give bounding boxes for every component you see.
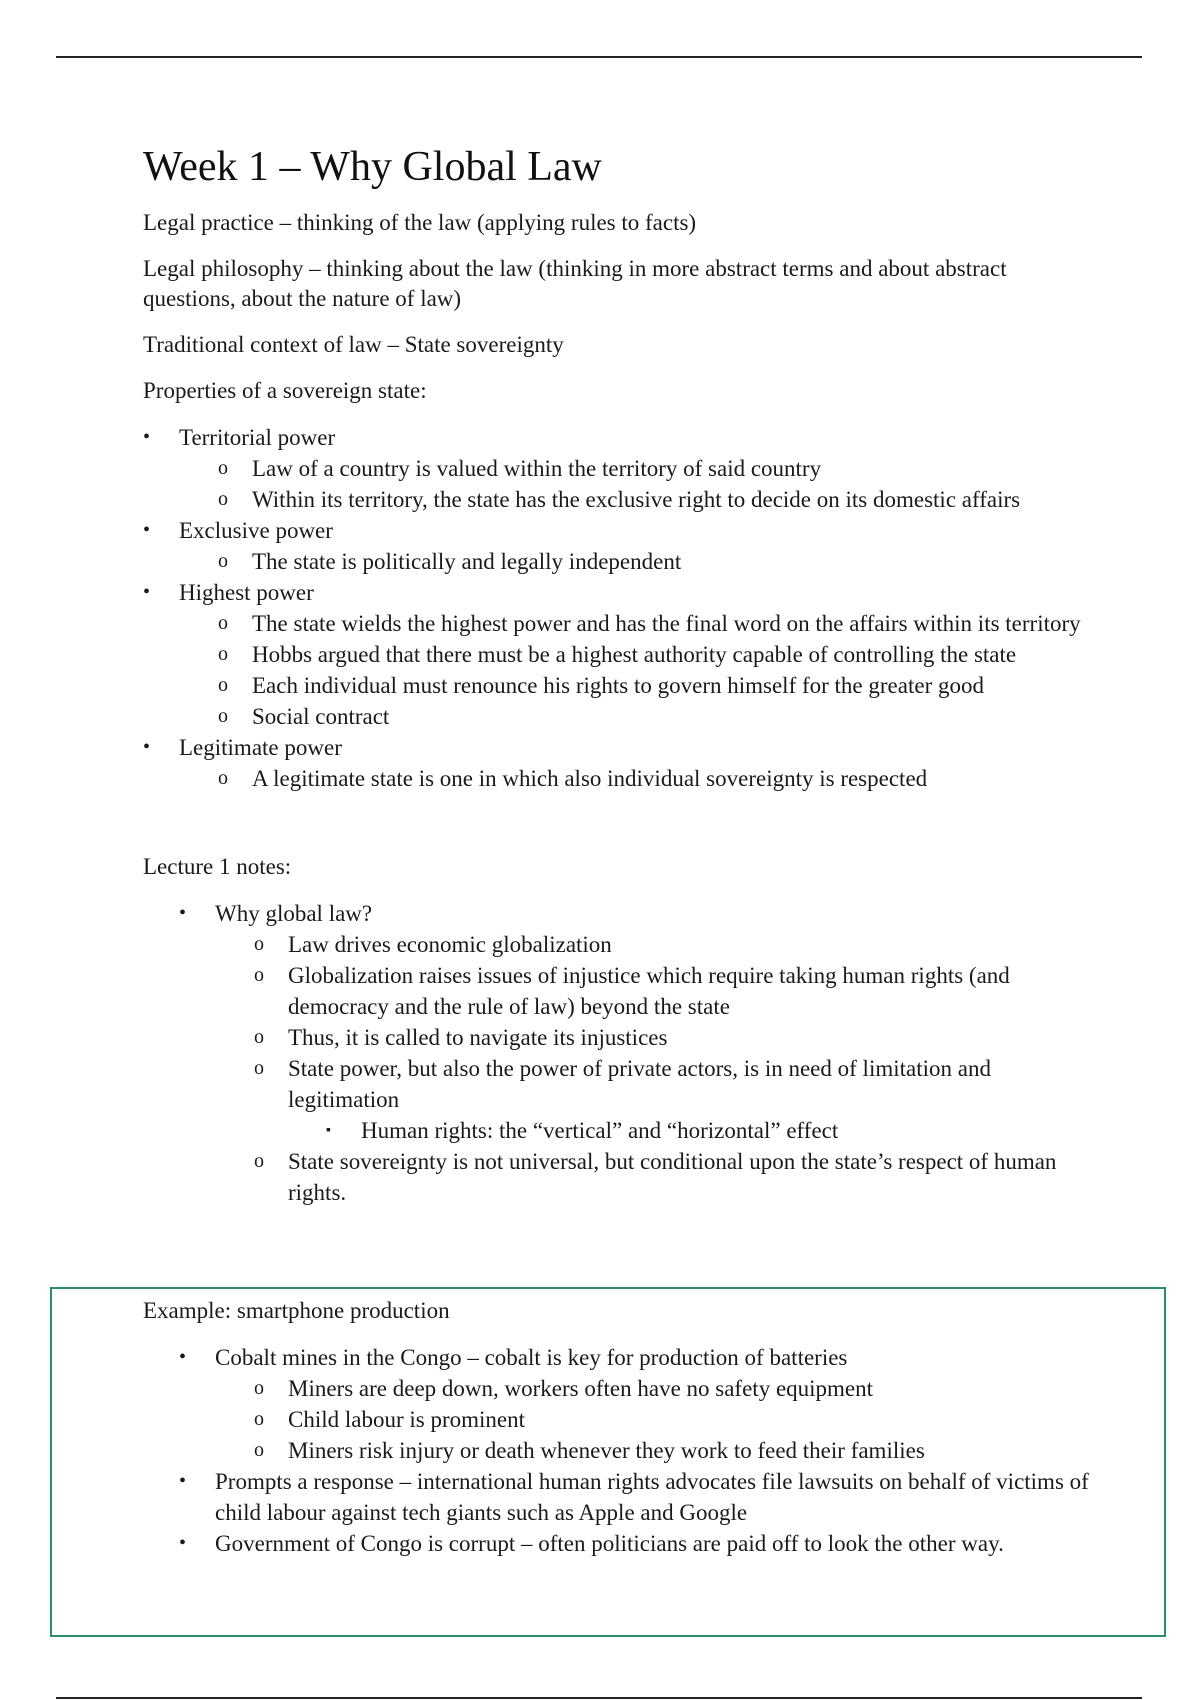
bullet-marker: • [179,1346,187,1368]
lecture-list [143,898,1103,1208]
bullet-marker: • [143,736,151,758]
circle-marker: o [218,674,228,696]
list-item-label: Territorial power [179,425,336,450]
paragraph-legal-philosophy: Legal philosophy – thinking about the law (thinking in more abstract terms and about abstract questions, about the nature of law) [143,256,1007,311]
list-item [143,732,1103,794]
example-list [143,1342,1103,1559]
circle-marker: o [254,1439,264,1461]
list-item [143,515,1103,577]
top-rule [56,56,1142,58]
list-item [143,898,1103,1208]
sub-list-item: o State sovereignty is not universal, but conditional upon the state’s respect of human rights. [143,1146,1103,1208]
sub-list-item: o State power, but also the power of private actors, is in need of limitation and legitimation ▪ Human rights: the “vertical” and “horizontal” effect [143,1053,1103,1146]
circle-marker: o [218,612,228,634]
list-item [143,1342,1103,1466]
list-item [143,422,1103,515]
sub-list [143,1373,1103,1466]
list-item [143,1528,1103,1559]
sub-list-item: o Social contract [143,701,1103,732]
paragraph-legal-practice: Legal practice – thinking of the law (applying rules to facts) [143,210,697,235]
list-item-label: Government of Congo is corrupt – often politicians are paid off to look the other way. [215,1531,1004,1556]
sub-list-item: o Each individual must renounce his rights to govern himself for the greater good [143,670,1103,701]
lecture-notes-section [143,852,1103,1208]
circle-marker: o [218,550,228,572]
bullet-marker: • [179,1532,187,1554]
circle-marker: o [254,964,264,986]
sub-list [143,608,1103,732]
circle-marker: o [218,767,228,789]
sub-list-item: o Law drives economic globalization [143,929,1103,960]
sub-list [143,453,1103,515]
page-title: Week 1 – Why Global Law [143,144,602,190]
sub-sub-list [143,1115,1103,1146]
circle-marker: o [254,1408,264,1430]
sub-list-item: o The state is politically and legally independent [143,546,1103,577]
circle-marker: o [254,1057,264,1079]
list-item [143,577,1103,732]
paragraph-traditional-context: Traditional context of law – State sovereignty [143,332,564,357]
circle-marker: o [254,1026,264,1048]
bullet-marker: • [179,902,187,924]
sub-list-item: o Child labour is prominent [143,1404,1103,1435]
sub-list-item: o Miners risk injury or death whenever they work to feed their families [143,1435,1103,1466]
list-item-label: Highest power [179,580,314,605]
sub-list-item: o Thus, it is called to navigate its injustices [143,1022,1103,1053]
sub-list-item: o Hobbs argued that there must be a highest authority capable of controlling the state [143,639,1103,670]
list-item-label: Exclusive power [179,518,333,543]
properties-list [143,422,1103,794]
bullet-marker: • [143,581,151,603]
circle-marker: o [218,488,228,510]
circle-marker: o [218,457,228,479]
square-marker: ▪ [326,1123,331,1138]
bullet-marker: • [143,519,151,541]
sub-list-item: o Law of a country is valued within the territory of said country [143,453,1103,484]
circle-marker: o [218,705,228,727]
list-item-label: Why global law? [215,901,373,926]
paragraph-properties-heading: Properties of a sovereign state: [143,378,427,403]
sub-list-item: o Globalization raises issues of injustice which require taking human rights (and democracy and the rule of law) beyond the state [143,960,1103,1022]
example-heading: Example: smartphone production [143,1298,450,1323]
circle-marker: o [254,933,264,955]
sub-list [143,763,1103,794]
sub-list-item: o The state wields the highest power and has the final word on the affairs within its territory [143,608,1103,639]
list-item [143,1466,1103,1528]
bullet-marker: • [179,1470,187,1492]
circle-marker: o [218,643,228,665]
lecture-heading: Lecture 1 notes: [143,854,292,879]
list-item-label: Legitimate power [179,735,342,760]
sub-sub-list-item: ▪ Human rights: the “vertical” and “horizontal” effect [143,1115,1103,1146]
circle-marker: o [254,1150,264,1172]
sub-list [143,546,1103,577]
sub-list-item: o Within its territory, the state has the exclusive right to decide on its domestic affairs [143,484,1103,515]
bottom-rule [56,1697,1142,1699]
sub-list-item: o A legitimate state is one in which also individual sovereignty is respected [143,763,1103,794]
circle-marker: o [254,1377,264,1399]
list-item-label: Prompts a response – international human rights advocates file lawsuits on behalf of victims of child labour against tech giants such as Apple and Google [215,1469,1089,1525]
bullet-marker: • [143,426,151,448]
sub-list [143,929,1103,1208]
document-body [143,138,1103,1208]
list-item-label: Cobalt mines in the Congo – cobalt is key for production of batteries [215,1345,848,1370]
example-section [143,1296,1103,1559]
sub-list-item: o Miners are deep down, workers often have no safety equipment [143,1373,1103,1404]
